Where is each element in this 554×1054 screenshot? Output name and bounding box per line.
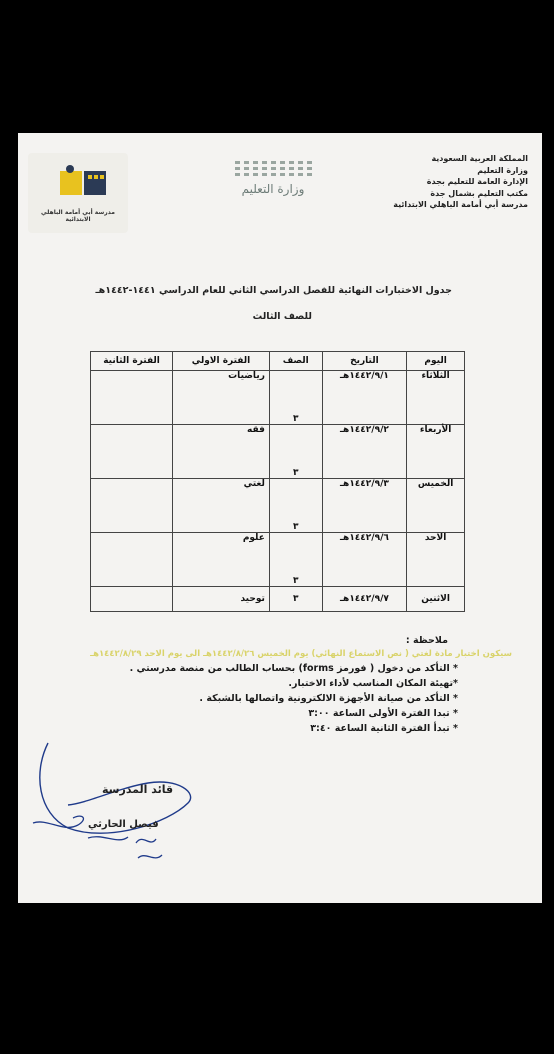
cell-grade: ٣ xyxy=(269,587,322,612)
header-period-2: الفترة الثانية xyxy=(91,352,173,371)
ministry-logo xyxy=(208,161,338,202)
list-item: * تبدأ الفترة الثانية الساعة ٣:٤٠ xyxy=(310,723,458,734)
table-row xyxy=(91,587,465,612)
cell-grade: ٣ xyxy=(269,371,322,425)
cell-date: ١٤٤٢/٩/٣هـ xyxy=(322,479,407,533)
header-grade: الصف xyxy=(269,352,322,371)
ministry-name: وزارة التعليم xyxy=(241,182,305,196)
signature-scribble-icon xyxy=(28,733,208,873)
cell-day: الاحد xyxy=(407,533,465,587)
letterhead-line: مدرسة أبي أمامة الباهلي الابتدائية xyxy=(393,200,528,209)
table-row xyxy=(91,371,465,425)
cell-day: الاثنين xyxy=(407,587,465,612)
cell-date: ١٤٤٢/٩/١هـ xyxy=(322,371,407,425)
document-page xyxy=(18,133,542,903)
exam-schedule-table xyxy=(90,351,465,612)
ministry-subline xyxy=(208,198,338,202)
header-date: التاريخ xyxy=(322,352,407,371)
cell-period-1: رياضيات xyxy=(173,371,270,425)
cell-day: الخميس xyxy=(407,479,465,533)
cell-period-1: توحيد xyxy=(173,587,270,612)
cell-period-1: علوم xyxy=(173,533,270,587)
letterhead xyxy=(393,153,528,211)
cell-date: ١٤٤٢/٩/٧هـ xyxy=(322,587,407,612)
table-row xyxy=(91,533,465,587)
table-row xyxy=(91,479,465,533)
cell-grade: ٣ xyxy=(269,479,322,533)
cell-period-2 xyxy=(91,587,173,612)
list-item: * التأكد من صيانة الأجهزة الالكترونية واتصالها بالشبكة . xyxy=(199,693,458,704)
table-row xyxy=(91,425,465,479)
cell-date: ١٤٤٢/٩/٦هـ xyxy=(322,533,407,587)
school-logo xyxy=(28,153,128,233)
document-subtitle: للصف الثالث xyxy=(252,311,312,322)
notes-section xyxy=(22,635,522,736)
cell-period-1: لغتي xyxy=(173,479,270,533)
letterhead-line: المملكة العربية السعودية xyxy=(431,154,528,163)
school-logo-caption: مدرسة أبي أمامة الباهلي الابتدائية xyxy=(41,209,115,223)
school-logo-icon xyxy=(58,163,108,201)
cell-day: الثلاثاء xyxy=(407,371,465,425)
list-item: * تبدا الفترة الأولى الساعة ٣:٠٠ xyxy=(308,708,458,719)
table-header-row xyxy=(91,352,465,371)
cell-date: ١٤٤٢/٩/٢هـ xyxy=(322,425,407,479)
cell-day: الأربعاء xyxy=(407,425,465,479)
list-item: * التأكد من دخول ( فورمز forms) بحساب الطالب من منصة مدرستي . xyxy=(129,663,458,674)
screen-bottom-area xyxy=(0,918,554,1054)
notes-heading: ملاحظة : xyxy=(405,635,448,646)
letterhead-line: وزارة التعليم xyxy=(477,165,528,175)
cell-period-2 xyxy=(91,479,173,533)
document-title: جدول الاختبارات النهائية للفصل الدراسي الثاني للعام الدراسي ١٤٤١-١٤٤٢هـ xyxy=(95,285,452,296)
header-period-1: الفترة الاولي xyxy=(173,352,270,371)
letterhead-line: مكتب التعليم بشمال جدة xyxy=(430,188,528,198)
notes-list xyxy=(22,661,522,736)
principal-name: فيصل الحارثي xyxy=(88,819,159,830)
header-day: اليوم xyxy=(407,352,465,371)
letterhead-line: الإدارة العامة للتعليم بجدة xyxy=(426,177,528,186)
principal-title: قائد المدرسة xyxy=(102,783,174,796)
list-item: *تهيئة المكان المناسب لأداء الاختبار. xyxy=(288,678,458,689)
cell-period-2 xyxy=(91,533,173,587)
cell-grade: ٣ xyxy=(269,425,322,479)
notes-highlight: سيكون اختبار مادة لغتي ( نص الاستماع النهائي) يوم الخميس ١٤٤٢/٨/٢٦هـ الى يوم الاحد ١٤٤٢/٨/٢٩هـ xyxy=(90,649,512,659)
cell-period-2 xyxy=(91,425,173,479)
cell-grade: ٣ xyxy=(269,533,322,587)
ministry-dots-icon xyxy=(208,161,338,176)
cell-period-2 xyxy=(91,371,173,425)
cell-period-1: فقه xyxy=(173,425,270,479)
